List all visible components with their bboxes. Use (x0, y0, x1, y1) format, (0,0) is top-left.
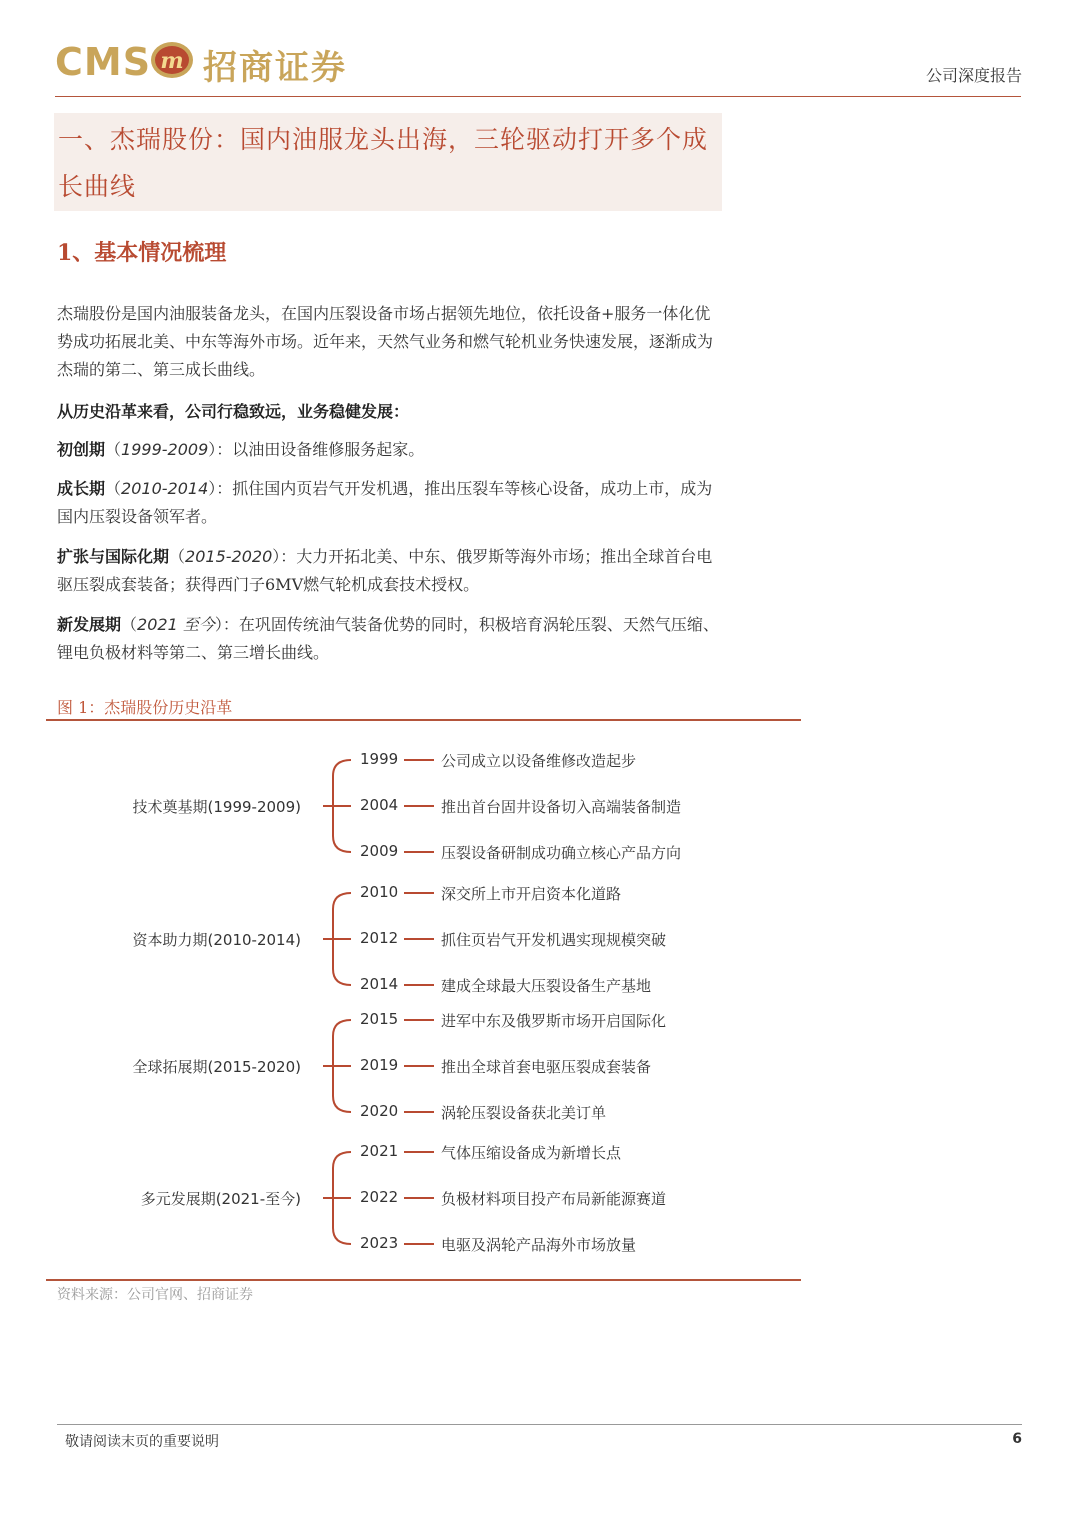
logo-cms-text: CMS (55, 40, 152, 84)
timeline-period-label: 多元发展期(2021-至今) (140, 1190, 301, 1208)
section-title: 一、杰瑞股份：国内油服龙头出海，三轮驱动打开多个成长曲线 (58, 125, 709, 201)
timeline-event: 负极材料项目投产布局新能源赛道 (441, 1190, 667, 1208)
intro-paragraph: 杰瑞股份是国内油服装备龙头，在国内压裂设备市场占据领先地位，依托设备+服务一体化优势成功拓展北美、中东等海外市场。近年来，天然气业务和燃气轮机业务快速发展，逐渐成为杰瑞的第二、第三成长曲线。 (57, 304, 714, 379)
timeline-year: 2023 (360, 1234, 399, 1252)
phase-paragraph-3: 扩张与国际化期（2015-2020）：大力开拓北美、中东、俄罗斯等海外市场；推出全球首台电驱压裂成套装备；获得西门子6MV燃气轮机成套技术授权。 (57, 547, 713, 594)
timeline-event: 推出全球首套电驱压裂成套装备 (441, 1058, 652, 1076)
timeline-period-label: 全球拓展期(2015-2020) (132, 1058, 301, 1076)
figure-source: 资料来源：公司官网、招商证券 (57, 1287, 253, 1303)
timeline-year: 1999 (360, 750, 399, 768)
timeline-year: 2015 (360, 1010, 399, 1028)
timeline-event: 涡轮压裂设备获北美订单 (441, 1104, 607, 1122)
section-subtitle: 1、基本情况梳理 (57, 240, 227, 266)
timeline-period-label: 技术奠基期(1999-2009) (132, 798, 301, 816)
timeline-event: 进军中东及俄罗斯市场开启国际化 (441, 1012, 667, 1030)
phase-years: 2010-2014 (121, 479, 209, 498)
phase-label: 初创期 (57, 440, 106, 459)
timeline-year: 2009 (360, 842, 399, 860)
phase-label: 成长期 (57, 479, 106, 498)
timeline-year: 2019 (360, 1056, 399, 1074)
phase-label: 新发展期 (57, 615, 122, 634)
figure-title: 图 1：杰瑞股份历史沿革 (57, 698, 233, 717)
timeline-event: 压裂设备研制成功确立核心产品方向 (441, 844, 682, 862)
timeline-period-label: 资本助力期(2010-2014) (132, 931, 301, 949)
phase-paragraph-4: 新发展期（2021 至今）：在巩固传统油气装备优势的同时，积极培育涡轮压裂、天然气压缩、锂电负极材料等第二、第三增长曲线。 (57, 615, 719, 662)
timeline-year: 2012 (360, 929, 399, 947)
phase-text: 大力开拓北美、中东、俄罗斯等海外市场；推出全球首台电驱压裂成套装备；获得西门子6MV燃气轮机成套技术授权。 (57, 547, 713, 594)
phase-paragraph-1: 初创期（1999-2009）：以油田设备维修服务起家。 (57, 440, 425, 459)
timeline-year: 2004 (360, 796, 399, 814)
timeline-event: 抓住页岩气开发机遇实现规模突破 (441, 931, 667, 949)
phase-text: 以油田设备维修服务起家。 (232, 440, 425, 459)
history-heading-text: 从历史沿革来看，公司行稳致远，业务稳健发展： (57, 402, 410, 421)
timeline-event: 建成全球最大压裂设备生产基地 (441, 977, 652, 995)
report-type: 公司深度报告 (925, 66, 1022, 85)
phase-paragraph-2: 成长期（2010-2014）：抓住国内页岩气开发机遇，推出压裂车等核心设备，成功上市，成为国内压裂设备领军者。 (57, 479, 713, 526)
phase-years: 2021 至今 (137, 615, 215, 634)
footer-note: 敬请阅读末页的重要说明 (65, 1434, 219, 1450)
logo-badge-letter: m (160, 48, 184, 74)
page-number: 6 (1012, 1431, 1022, 1447)
logo-chinese-text: 招商证券 (203, 48, 347, 88)
timeline-event: 深交所上市开启资本化道路 (441, 885, 622, 903)
phase-years: 2015-2020 (185, 547, 273, 566)
timeline-year: 2021 (360, 1142, 399, 1160)
phase-label: 扩张与国际化期 (57, 547, 170, 566)
figure-bottom-rule (46, 1279, 801, 1281)
timeline-year: 2010 (360, 883, 399, 901)
timeline-event: 公司成立以设备维修改造起步 (441, 752, 637, 770)
phase-years: 1999-2009 (121, 440, 209, 459)
footer-divider (57, 1424, 1022, 1425)
timeline-event: 推出首台固井设备切入高端装备制造 (441, 798, 682, 816)
timeline-event: 电驱及涡轮产品海外市场放量 (441, 1236, 637, 1254)
phase-text: 抓住国内页岩气开发机遇，推出压裂车等核心设备，成功上市，成为国内压裂设备领军者。 (57, 479, 713, 526)
timeline-year: 2014 (360, 975, 399, 993)
timeline-year: 2020 (360, 1102, 399, 1120)
phase-text: 在巩固传统油气装备优势的同时，积极培育涡轮压裂、天然气压缩、锂电负极材料等第二、第三增长曲线。 (57, 615, 719, 662)
timeline-year: 2022 (360, 1188, 399, 1206)
timeline-event: 气体压缩设备成为新增长点 (441, 1144, 622, 1162)
